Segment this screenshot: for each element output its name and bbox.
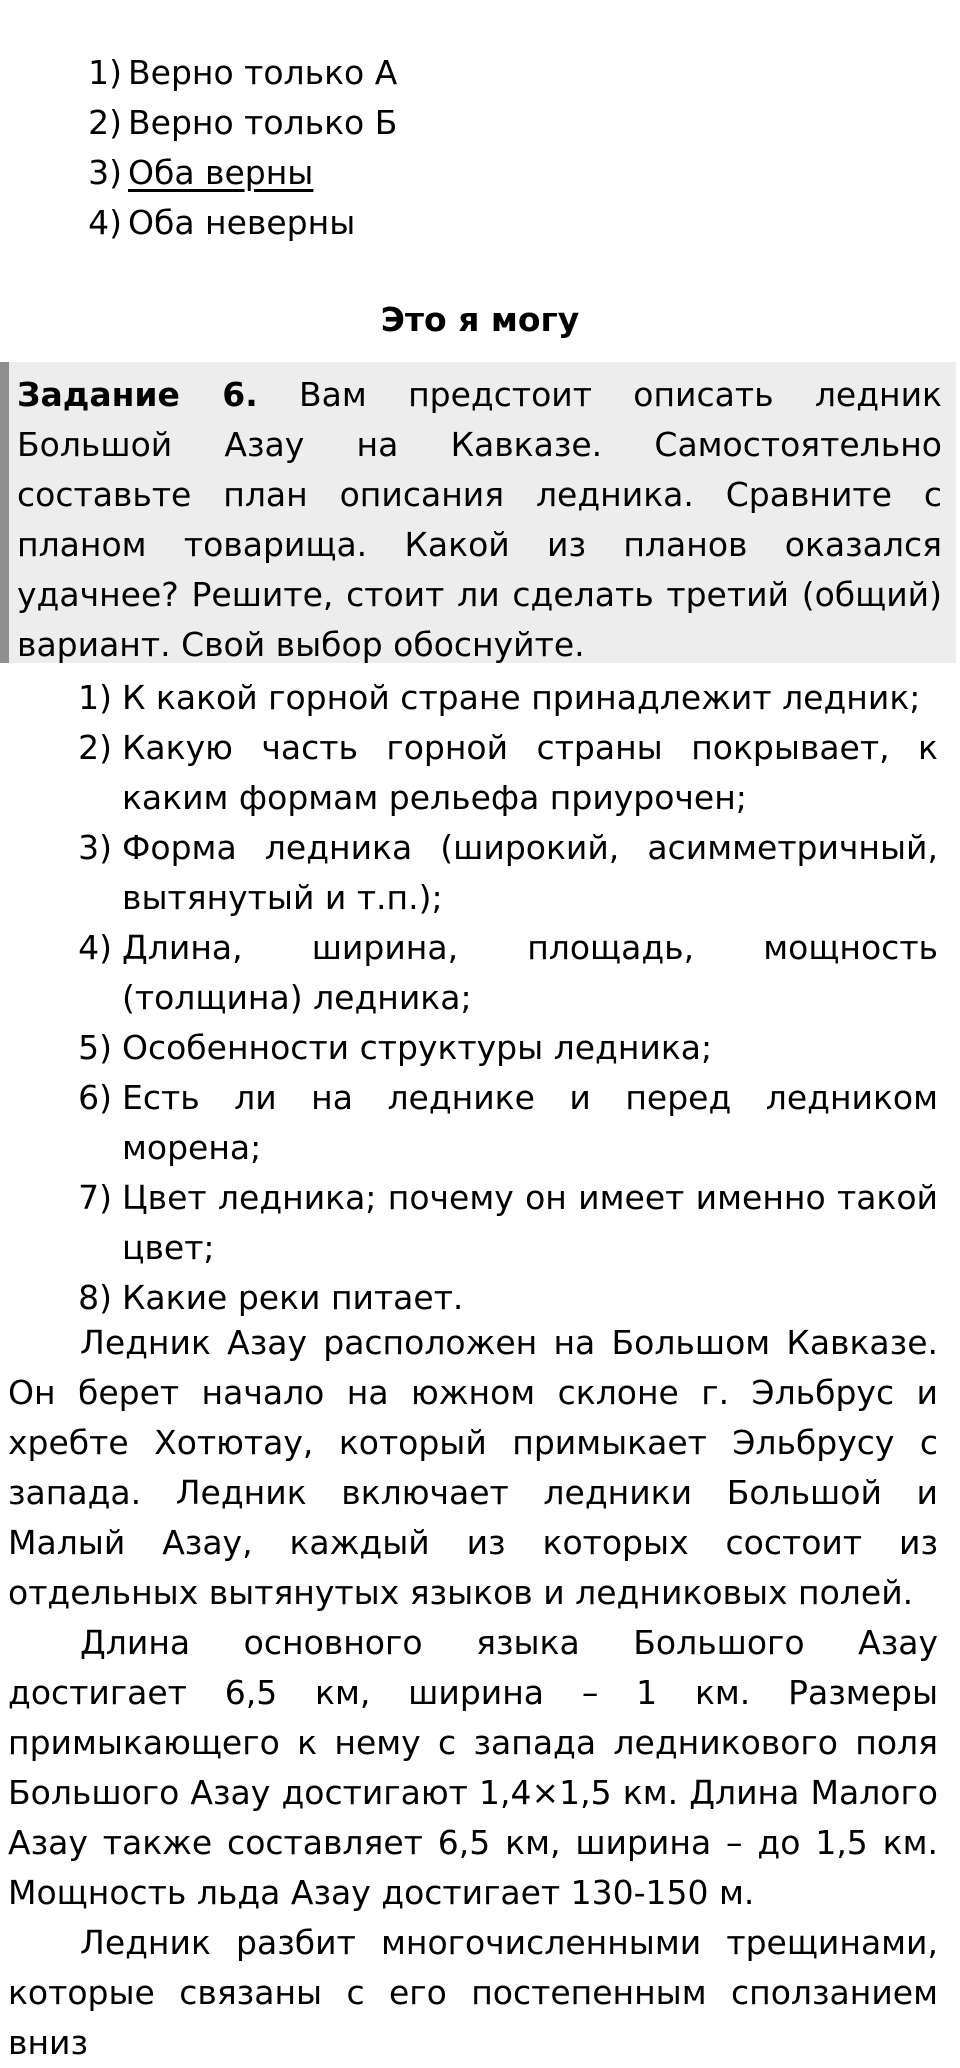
answer-body: [8, 1318, 938, 2068]
plan-item: [76, 823, 938, 923]
answer-option: [84, 98, 397, 148]
plan-item: [76, 1073, 938, 1173]
answer-option-number: 1): [88, 53, 122, 92]
body-paragraph: Ледник Азау расположен на Большом Кавказе. Он берет начало на южном склоне г. Эльбрус и хребте Хотютау, который примыкает Эльбрусу с запада. Ледник включает ледники Большой и Малый Азау, каждый из которых состоит из отдельных вытянутых языков и ледниковых полей.: [8, 1323, 938, 1612]
answer-option-number: 3): [88, 153, 122, 192]
section-heading: Это я могу: [380, 300, 580, 339]
plan-item-text: К какой горной стране принадлежит ледник;: [122, 678, 921, 717]
answer-option-text: Оба неверны: [128, 203, 356, 242]
body-paragraph: Ледник разбит многочисленными трещинами, которые связаны с его постепенным сползанием вниз: [8, 1923, 938, 2062]
plan-item-text: Цвет ледника; почему он имеет именно такой цвет;: [122, 1178, 938, 1267]
answer-options-list: [84, 48, 397, 248]
task-label: Задание 6.: [17, 375, 258, 414]
answer-option-text: Верно только Б: [128, 103, 398, 142]
answer-option: [84, 48, 397, 98]
plan-item-number: 6): [78, 1078, 112, 1117]
plan-item: [76, 1273, 938, 1323]
answer-option-text-underlined: Оба верны: [128, 153, 314, 192]
plan-item: [76, 723, 938, 823]
plan-item: [76, 923, 938, 1023]
answer-option: [84, 198, 397, 248]
plan-item-number: 5): [78, 1028, 112, 1067]
plan-item: [76, 1173, 938, 1273]
plan-item-number: 1): [78, 678, 112, 717]
plan-item-number: 7): [78, 1178, 112, 1217]
answer-option-number: 2): [88, 103, 122, 142]
plan-item-text: Форма ледника (широкий, асимметричный, вытянутый и т.п.);: [122, 828, 938, 917]
task-text: Вам предстоит описать ледник Большой Азау на Кавказе. Самостоятельно составьте план описания ледника. Сравните с планом товарища. Какой из планов оказался удачнее? Решите, стоит ли сделать третий (общий) вариант. Свой выбор обоснуйте.: [17, 375, 942, 664]
answer-option-correct: [84, 148, 397, 198]
task-box: [0, 362, 956, 663]
answer-option-text: Верно только А: [128, 53, 398, 92]
plan-item-text: Какую часть горной страны покрывает, к каким формам рельефа приурочен;: [122, 728, 938, 817]
plan-item: [76, 673, 938, 723]
plan-item-text: Есть ли на леднике и перед ледником морена;: [122, 1078, 938, 1167]
plan-item-number: 8): [78, 1278, 112, 1317]
body-paragraph: Длина основного языка Большого Азау достигает 6,5 км, ширина – 1 км. Размеры примыкающего к нему с запада ледникового поля Большого Азау достигают 1,4×1,5 км. Длина Малого Азау также составляет 6,5 км, ширина – до 1,5 км. Мощность льда Азау достигает 130-150 м.: [8, 1623, 938, 1912]
plan-item-number: 4): [78, 928, 112, 967]
answer-option-number: 4): [88, 203, 122, 242]
plan-item: [76, 1023, 938, 1073]
plan-item-text: Какие реки питает.: [122, 1278, 464, 1317]
plan-item-text: Длина, ширина, площадь, мощность (толщина) ледника;: [122, 928, 938, 1017]
plan-item-number: 2): [78, 728, 112, 767]
plan-list: [76, 673, 938, 1323]
plan-item-number: 3): [78, 828, 112, 867]
plan-item-text: Особенности структуры ледника;: [122, 1028, 713, 1067]
